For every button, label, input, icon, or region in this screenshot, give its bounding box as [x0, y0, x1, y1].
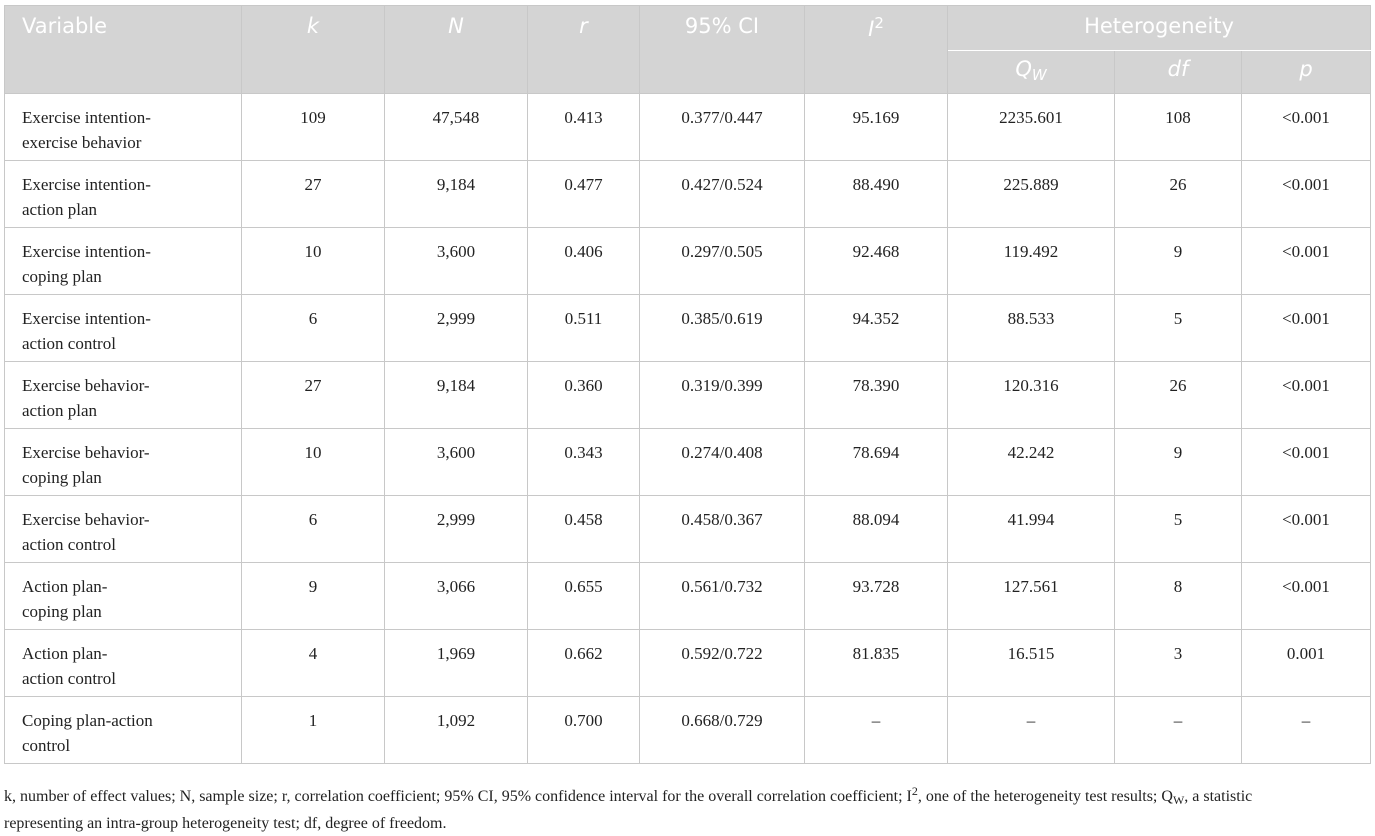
footnote-part-3: , a statistic [1184, 788, 1253, 805]
cell-qw: 42.242 [948, 429, 1115, 496]
cell-i2: 78.390 [805, 362, 948, 429]
cell-n: 1,969 [385, 630, 528, 697]
cell-r: 0.343 [528, 429, 640, 496]
cell-r: 0.655 [528, 563, 640, 630]
cell-k: 27 [242, 362, 385, 429]
cell-n: 3,600 [385, 228, 528, 295]
table-body [5, 94, 1371, 764]
cell-i2: 88.094 [805, 496, 948, 563]
cell-variable [5, 429, 242, 496]
header-i2-sup: 2 [874, 14, 884, 32]
cell-p: <0.001 [1242, 161, 1371, 228]
cell-p: <0.001 [1242, 563, 1371, 630]
variable-line-1: Exercise intention- [22, 309, 151, 328]
variable-line-1: Action plan- [22, 644, 108, 663]
cell-ci: 0.427/0.524 [640, 161, 805, 228]
header-variable: Variable [5, 6, 242, 94]
variable-line-1: Exercise behavior- [22, 376, 150, 395]
table-row [5, 563, 1371, 630]
cell-df: 5 [1115, 496, 1242, 563]
cell-p: <0.001 [1242, 496, 1371, 563]
variable-line-1: Exercise intention- [22, 175, 151, 194]
cell-n: 9,184 [385, 362, 528, 429]
cell-ci: 0.458/0.367 [640, 496, 805, 563]
variable-line-2: exercise behavior [22, 133, 142, 152]
cell-ci: 0.592/0.722 [640, 630, 805, 697]
cell-qw: 41.994 [948, 496, 1115, 563]
cell-df: 5 [1115, 295, 1242, 362]
cell-df: 26 [1115, 161, 1242, 228]
cell-qw: 16.515 [948, 630, 1115, 697]
variable-line-2: action control [22, 535, 116, 554]
cell-r: 0.700 [528, 697, 640, 764]
cell-r: 0.360 [528, 362, 640, 429]
variable-line-1: Exercise behavior- [22, 443, 150, 462]
cell-variable [5, 94, 242, 161]
cell-n: 9,184 [385, 161, 528, 228]
table-footnote [4, 779, 1370, 836]
table-row [5, 429, 1371, 496]
cell-variable [5, 295, 242, 362]
cell-k: 1 [242, 697, 385, 764]
table-row [5, 295, 1371, 362]
footnote-i2-sup: 2 [911, 784, 918, 798]
header-n: N [385, 6, 528, 94]
cell-k: 6 [242, 496, 385, 563]
table-row [5, 496, 1371, 563]
cell-i2: – [805, 697, 948, 764]
cell-r: 0.458 [528, 496, 640, 563]
cell-i2: 81.835 [805, 630, 948, 697]
header-i2 [805, 6, 948, 94]
cell-p: <0.001 [1242, 94, 1371, 161]
cell-ci: 0.377/0.447 [640, 94, 805, 161]
cell-n: 2,999 [385, 496, 528, 563]
cell-p: <0.001 [1242, 429, 1371, 496]
cell-k: 4 [242, 630, 385, 697]
results-table-container [4, 5, 1370, 764]
variable-line-1: Coping plan-action [22, 711, 153, 730]
footnote-line-2: representing an intra-group heterogeneity test; df, degree of freedom. [4, 815, 447, 832]
table-row [5, 94, 1371, 161]
cell-n: 1,092 [385, 697, 528, 764]
variable-line-1: Action plan- [22, 577, 108, 596]
cell-df: 9 [1115, 228, 1242, 295]
cell-p: <0.001 [1242, 228, 1371, 295]
variable-line-1: Exercise intention- [22, 108, 151, 127]
footnote-qw-sub: W [1172, 793, 1185, 807]
variable-line-2: action control [22, 669, 116, 688]
cell-r: 0.511 [528, 295, 640, 362]
cell-k: 109 [242, 94, 385, 161]
footnote-part-1: k, number of effect values; N, sample size; r, correlation coefficient; 95% CI, 95% confidence interval for the overall correlation coefficient; I [4, 788, 912, 805]
cell-variable [5, 630, 242, 697]
cell-p: 0.001 [1242, 630, 1371, 697]
cell-i2: 93.728 [805, 563, 948, 630]
cell-ci: 0.561/0.732 [640, 563, 805, 630]
cell-i2: 78.694 [805, 429, 948, 496]
table-header [5, 6, 1371, 94]
cell-qw: 225.889 [948, 161, 1115, 228]
cell-n: 47,548 [385, 94, 528, 161]
variable-line-2: coping plan [22, 267, 102, 286]
cell-df: 3 [1115, 630, 1242, 697]
table-row [5, 228, 1371, 295]
results-table [4, 5, 1371, 764]
cell-r: 0.662 [528, 630, 640, 697]
cell-ci: 0.274/0.408 [640, 429, 805, 496]
header-df: df [1115, 51, 1242, 94]
cell-i2: 88.490 [805, 161, 948, 228]
header-qw [948, 51, 1115, 94]
cell-k: 27 [242, 161, 385, 228]
cell-k: 6 [242, 295, 385, 362]
cell-qw: 2235.601 [948, 94, 1115, 161]
table-row [5, 630, 1371, 697]
cell-r: 0.413 [528, 94, 640, 161]
header-ci: 95% CI [640, 6, 805, 94]
cell-n: 3,600 [385, 429, 528, 496]
cell-variable [5, 563, 242, 630]
cell-qw: 127.561 [948, 563, 1115, 630]
cell-df: – [1115, 697, 1242, 764]
cell-df: 108 [1115, 94, 1242, 161]
cell-ci: 0.385/0.619 [640, 295, 805, 362]
cell-ci: 0.668/0.729 [640, 697, 805, 764]
cell-ci: 0.297/0.505 [640, 228, 805, 295]
cell-qw: 119.492 [948, 228, 1115, 295]
variable-line-1: Exercise intention- [22, 242, 151, 261]
cell-variable [5, 362, 242, 429]
variable-line-1: Exercise behavior- [22, 510, 150, 529]
variable-line-2: action plan [22, 200, 98, 219]
variable-line-2: action control [22, 334, 116, 353]
header-r: r [528, 6, 640, 94]
header-i2-base: I [868, 17, 875, 41]
cell-qw: – [948, 697, 1115, 764]
cell-qw: 88.533 [948, 295, 1115, 362]
cell-i2: 95.169 [805, 94, 948, 161]
cell-p: <0.001 [1242, 295, 1371, 362]
cell-df: 8 [1115, 563, 1242, 630]
cell-variable [5, 161, 242, 228]
cell-variable [5, 496, 242, 563]
cell-df: 9 [1115, 429, 1242, 496]
table-row [5, 697, 1371, 764]
cell-i2: 94.352 [805, 295, 948, 362]
variable-line-2: coping plan [22, 468, 102, 487]
cell-n: 3,066 [385, 563, 528, 630]
header-qw-base: Q [1015, 57, 1032, 81]
header-p: p [1242, 51, 1371, 94]
header-k: k [242, 6, 385, 94]
cell-ci: 0.319/0.399 [640, 362, 805, 429]
cell-n: 2,999 [385, 295, 528, 362]
table-row [5, 362, 1371, 429]
cell-df: 26 [1115, 362, 1242, 429]
cell-p: <0.001 [1242, 362, 1371, 429]
footnote-part-2: , one of the heterogeneity test results; Q [917, 788, 1173, 805]
variable-line-2: action plan [22, 401, 98, 420]
cell-p: – [1242, 697, 1371, 764]
cell-k: 10 [242, 228, 385, 295]
variable-line-2: coping plan [22, 602, 102, 621]
cell-variable [5, 697, 242, 764]
cell-variable [5, 228, 242, 295]
cell-qw: 120.316 [948, 362, 1115, 429]
header-heterogeneity: Heterogeneity [948, 6, 1371, 51]
variable-line-2: control [22, 736, 71, 755]
header-qw-sub: W [1031, 66, 1047, 84]
cell-r: 0.406 [528, 228, 640, 295]
cell-i2: 92.468 [805, 228, 948, 295]
cell-r: 0.477 [528, 161, 640, 228]
cell-k: 10 [242, 429, 385, 496]
table-row [5, 161, 1371, 228]
cell-k: 9 [242, 563, 385, 630]
